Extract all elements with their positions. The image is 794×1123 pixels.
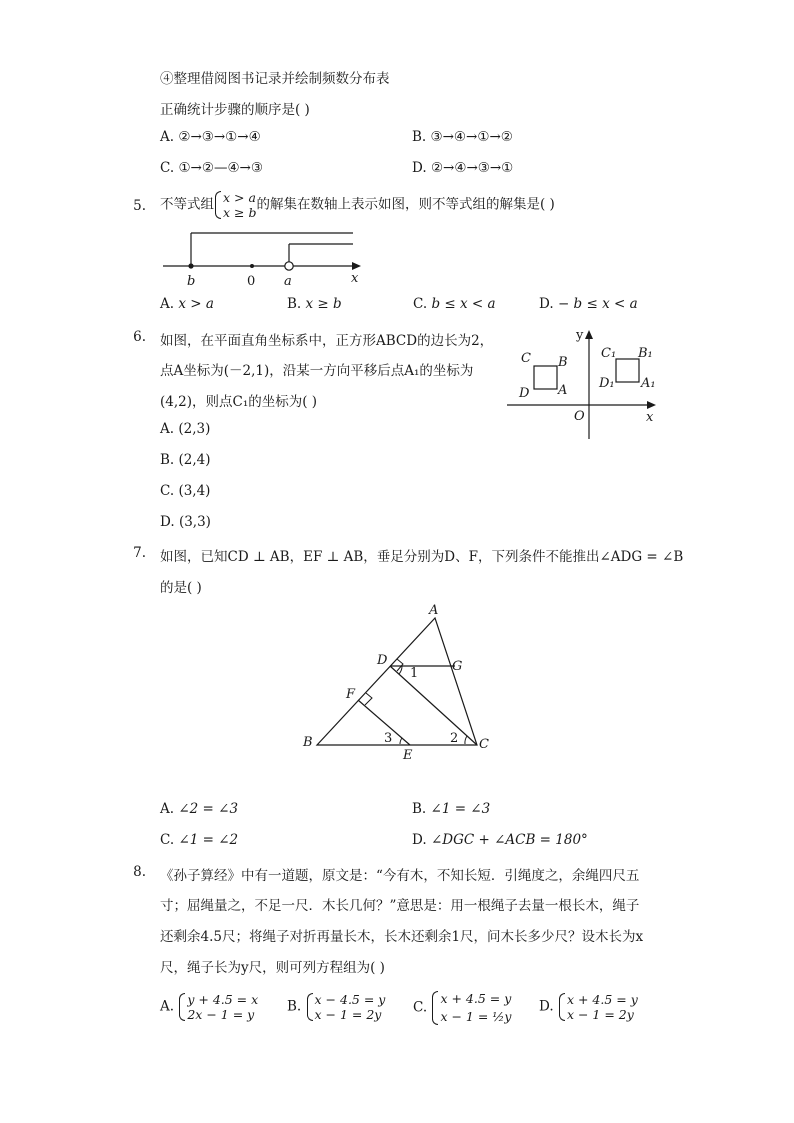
- q4-option-a[interactable]: [160, 129, 261, 145]
- option-label: D.: [412, 832, 427, 848]
- q8-stem-line4: 尺，绳子长为y尺，则可列方程组为( ): [160, 960, 385, 976]
- y-arrow-icon: [585, 330, 593, 339]
- equation-system: [431, 990, 511, 1026]
- option-label: C.: [160, 483, 175, 499]
- label-e: E: [403, 748, 413, 763]
- q8-stem-line1: 《孙子算经》中有一道题，原文是：“今有木，不知长短．引绳度之，余绳四尺五: [160, 868, 640, 884]
- option-label: A.: [160, 296, 175, 312]
- q5-inequality-system: [214, 190, 256, 220]
- q7-triangle-figure: [295, 598, 505, 768]
- q8-option-a[interactable]: [160, 992, 258, 1022]
- option-label: B.: [412, 129, 427, 145]
- option-label: B.: [412, 801, 427, 817]
- label-b: B: [558, 355, 568, 370]
- option-text: x > a: [178, 296, 214, 312]
- q6-option-a[interactable]: [160, 421, 210, 437]
- equation-system: [558, 992, 638, 1022]
- q6-stem-line1: 如图，在平面直角坐标系中，正方形ABCD的边长为2，: [160, 333, 494, 349]
- q7-option-d[interactable]: [412, 832, 588, 848]
- q8-option-b[interactable]: [287, 992, 385, 1022]
- option-label: B.: [287, 998, 302, 1015]
- label-angle-2: 2: [450, 731, 459, 746]
- q6-stem-line2: 点A坐标为(－2,1)，沿某一方向平移后点A₁的坐标为: [160, 363, 474, 379]
- x-arrow-icon: [647, 401, 656, 409]
- option-text: ②→④→③→①: [430, 160, 514, 176]
- equation-system: [178, 992, 258, 1022]
- q5-option-c[interactable]: [413, 296, 496, 312]
- option-text: ①→②—④→③: [178, 160, 263, 176]
- q8-number: 8.: [133, 864, 146, 880]
- option-label: D.: [160, 514, 175, 530]
- axis-arrow-icon: [352, 262, 361, 270]
- label-c1: C₁: [601, 346, 617, 361]
- zero-point: [250, 264, 254, 268]
- option-text: b ≤ x < a: [431, 296, 496, 312]
- label-b1: B₁: [638, 346, 653, 361]
- option-text: (2,4): [178, 452, 211, 468]
- eq-row-1: x + 4.5 = y: [566, 992, 638, 1007]
- q6-stem-line3: (4,2)，则点C₁的坐标为( ): [160, 394, 318, 410]
- option-text: ②→③→①→④: [178, 129, 261, 145]
- q5-ineq-2: x ≥ b: [223, 205, 257, 220]
- option-text: − b ≤ x < a: [557, 296, 638, 312]
- q5-stem-pre: 不等式组: [160, 196, 214, 213]
- q6-option-c[interactable]: [160, 483, 210, 499]
- label-a: A: [429, 603, 439, 618]
- square-abcd: [534, 366, 557, 389]
- label-a1: A₁: [641, 376, 656, 391]
- axis-label-y: y: [576, 328, 584, 343]
- q8-option-d[interactable]: [539, 992, 638, 1022]
- option-text: ∠1 = ∠3: [430, 801, 491, 817]
- option-label: C.: [413, 296, 428, 312]
- option-label: D.: [412, 160, 427, 176]
- angle-arc-3: [400, 738, 402, 744]
- label-angle-3: 3: [384, 731, 393, 746]
- option-text: ∠2 = ∠3: [178, 801, 239, 817]
- label-f: F: [346, 687, 356, 702]
- square-a1b1c1d1: [616, 359, 639, 382]
- q5-stem-post: 的解集在数轴上表示如图，则不等式组的解集是( ): [256, 196, 555, 213]
- eq-row-1: x − 4.5 = y: [314, 992, 386, 1007]
- q4-step4: ④整理借阅图书记录并绘制频数分布表: [160, 71, 390, 87]
- q8-option-c[interactable]: [413, 990, 511, 1026]
- triangle-abc: [317, 618, 477, 745]
- q7-option-a[interactable]: [160, 801, 238, 817]
- q4-stem: 正确统计步骤的顺序是( ): [160, 102, 310, 118]
- option-text: (3,3): [178, 514, 211, 530]
- q5-option-d[interactable]: [539, 296, 638, 312]
- option-text: (3,4): [178, 483, 211, 499]
- label-d1: D₁: [599, 376, 615, 391]
- option-label: C.: [160, 160, 175, 176]
- option-label: A.: [160, 998, 175, 1015]
- q7-option-c[interactable]: [160, 832, 238, 848]
- eq-row-2: x − 1 = 2y: [566, 1007, 634, 1022]
- q7-stem-line2: 的是( ): [160, 580, 202, 596]
- q6-number: 6.: [133, 329, 146, 345]
- q5-option-b[interactable]: [287, 296, 342, 312]
- q6-option-b[interactable]: [160, 452, 211, 468]
- option-text: ∠DGC + ∠ACB = 180°: [430, 832, 588, 848]
- option-text: x ≥ b: [305, 296, 342, 312]
- equation-system: [306, 992, 386, 1022]
- q4-option-c[interactable]: [160, 160, 263, 176]
- origin-label: O: [574, 409, 585, 424]
- option-label: C.: [413, 999, 428, 1016]
- q6-option-d[interactable]: [160, 514, 211, 530]
- label-a: A: [558, 383, 568, 398]
- option-label: B.: [287, 296, 302, 312]
- eq-row-2: 2x − 1 = y: [187, 1007, 255, 1022]
- label-zero: 0: [247, 274, 256, 289]
- label-angle-1: 1: [410, 666, 419, 681]
- option-label: C.: [160, 832, 175, 848]
- q7-number: 7.: [133, 545, 146, 561]
- right-angle-mark-f: [365, 693, 372, 705]
- option-text: (2,3): [178, 421, 211, 437]
- option-label: B.: [160, 452, 175, 468]
- q6-coordinate-figure: [505, 325, 665, 443]
- option-label: A.: [160, 421, 175, 437]
- a-open-point: [285, 262, 293, 270]
- label-b: B: [303, 735, 313, 750]
- q8-stem-line2: 寸；屈绳量之，不足一尺．木长几何？”意思是：用一根绳子去量一根长木，绳子: [160, 898, 640, 914]
- q5-number-line-figure: [158, 226, 368, 290]
- label-x: x: [351, 271, 359, 286]
- q8-stem-line3: 还剩余4.5尺；将绳子对折再量长木，长木还剩余1尺，问木长多少尺？设木长为x: [160, 929, 644, 945]
- q4-option-b[interactable]: [412, 129, 513, 145]
- option-text: ∠1 = ∠2: [178, 832, 239, 848]
- option-text: ③→④→①→②: [430, 129, 513, 145]
- option-label: A.: [160, 129, 175, 145]
- option-label: D.: [539, 998, 554, 1015]
- eq-row-1: x + 4.5 = y: [440, 991, 512, 1006]
- option-label: A.: [160, 801, 175, 817]
- q5-number: 5.: [133, 198, 146, 214]
- q4-option-d[interactable]: [412, 160, 513, 176]
- label-g: G: [452, 659, 463, 674]
- label-c: C: [521, 351, 531, 366]
- q5-ineq-1: x > a: [223, 190, 256, 205]
- q7-stem-line1: 如图，已知CD ⊥ AB，EF ⊥ AB，垂足分别为D、F，下列条件不能推出∠ADG = ∠B: [160, 549, 684, 565]
- eq-row-1: y + 4.5 = x: [187, 992, 259, 1007]
- b-solid-point: [188, 263, 193, 268]
- label-d: D: [519, 386, 530, 401]
- q5-option-a[interactable]: [160, 296, 214, 312]
- eq-row-2: x − 1 = ½y: [440, 1009, 512, 1024]
- angle-arc-2: [465, 736, 467, 744]
- label-a: a: [284, 274, 292, 289]
- q5-stem: [160, 190, 555, 220]
- axis-label-x: x: [646, 410, 654, 425]
- option-label: D.: [539, 296, 554, 312]
- label-d: D: [377, 653, 388, 668]
- label-b: b: [187, 274, 196, 289]
- label-c: C: [479, 737, 489, 752]
- eq-row-2: x − 1 = 2y: [314, 1007, 382, 1022]
- q7-option-b[interactable]: [412, 801, 490, 817]
